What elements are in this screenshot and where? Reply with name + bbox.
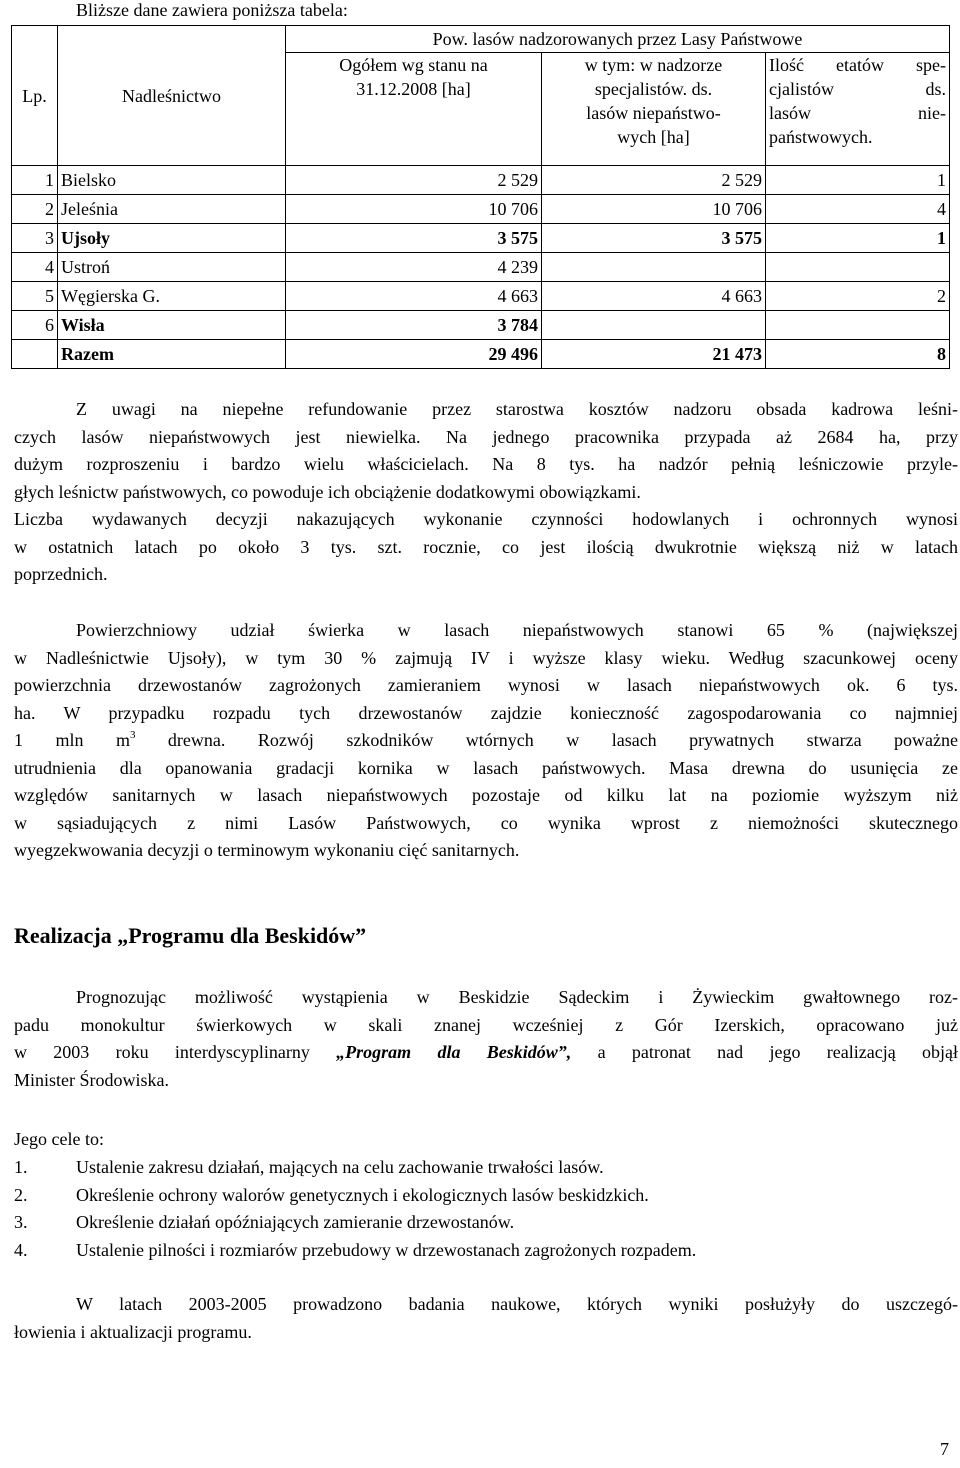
cell-etaty: 4 [766,195,950,224]
paragraph-line: poprzednich. [14,564,108,584]
cell-total: 10 706 [286,195,542,224]
header-group: Pow. lasów nadzorowanych przez Lasy Państwowe [286,26,950,53]
cell-total: 3 575 [286,224,542,253]
cell-lp: 1 [12,166,58,195]
cell-name: Ustroń [58,253,286,282]
paragraph-line: W latach 2003-2005 prowadzono badania naukowe, których wyniki posłużyły do uszczegó- [76,1294,958,1314]
paragraph-line: Powierzchniowy udział świerka w lasach niepaństwowych stanowi 65 % (największej [76,620,958,640]
paragraph-line: utrudnienia dla opanowania gradacji kornika w lasach państwowych. Masa drewna do usunięcia ze [14,757,958,778]
cell-name: Jeleśnia [58,195,286,224]
paragraph-line: względów sanitarnych w lasach niepaństwowych pozostaje od kilku lat na poziomie wyższym niż [14,785,958,805]
header-spec: w tym: w nadzorze specjalistów. ds. lasów niepaństwo- wych [ha] [542,53,766,166]
cell-lp: 6 [12,311,58,340]
paragraph-line: Prognozując możliwość wystąpienia w Beskidzie Sądeckim i Żywieckim gwałtownego roz- [76,987,958,1007]
forest-table [11,25,950,369]
cell-lp: 5 [12,282,58,311]
table-row [12,282,950,311]
cell-etaty: 1 [766,166,950,195]
table-row [12,311,950,340]
cell-name: Wisła [58,311,286,340]
cell-total: 2 529 [286,166,542,195]
paragraph-line: Liczba wydawanych decyzji nakazujących wykonanie czynności hodowlanych i ochronnych wynosi [14,509,958,529]
cell-total: 3 784 [286,311,542,340]
cell-spec: 4 663 [542,282,766,311]
header-etaty: Ilość etatów spe- cjalistów ds. lasów nie- państwowych. [766,53,950,166]
table-header-row [12,26,950,53]
paragraph-research [14,1291,958,1346]
cell-spec [542,253,766,282]
cell-etaty: 2 [766,282,950,311]
cell-spec: 3 575 [542,224,766,253]
paragraph-spruce [14,617,958,865]
list-item: 3. Określenie działań opóźniających zamieranie drzewostanów. [14,1212,515,1232]
cell-lp: 3 [12,224,58,253]
page-number: 7 [940,1439,949,1459]
cell-spec [542,311,766,340]
cell-lp: 4 [12,253,58,282]
table-body [12,166,950,369]
paragraph-line: 1 mln $m^3$ drewna. Rozwój szkodników wtórnych w lasach prywatnych stwarza poważne [14,729,958,750]
paragraph-line: w 2003 roku interdyscyplinarny „Program dla Beskidów”, a patronat nad jego realizacją objął [14,1042,958,1062]
cell-spec: 10 706 [542,195,766,224]
list-item: 2. Określenie ochrony walorów genetycznych i ekologicznych lasów beskidzkich. [14,1184,649,1205]
paragraph-line: wyegzekwowania decyzji o terminowym wykonaniu cięć sanitarnych. [14,840,520,860]
paragraph-line: czych lasów niepaństwowych jest niewielka. Na jednego pracownika przypada aż 2684 ha, przy [14,426,958,447]
paragraph-line: padu monokultur świerkowych w skali znanej wcześniej z Gór Izerskich, opracowano już [14,1014,958,1035]
table-row [12,340,950,369]
paragraph-line: głych leśnictw państwowych, co powoduje ich obciążenie dodatkowymi obowiązkami. [14,481,641,502]
paragraph-line: łowienia i aktualizacji programu. [14,1321,252,1342]
list-item: 1. Ustalenie zakresu działań, mających na celu zachowanie trwałości lasów. [14,1157,604,1177]
header-nadlesnictwo: Nadleśnictwo [58,26,286,166]
cell-etaty [766,253,950,282]
goals-list [14,1154,696,1264]
paragraph-line: w Nadleśnictwie Ujsoły), w tym 30 % zajmują IV i wyższe klasy wieku. Według szacunkowej oceny [14,647,958,668]
cell-etaty: 1 [766,224,950,253]
cell-spec: 2 529 [542,166,766,195]
table-row [12,166,950,195]
header-lp: Lp. [12,26,58,166]
cell-name: Ujsoły [58,224,286,253]
paragraph-line: ha. W przypadku rozpadu tych drzewostanów zajdzie konieczność zagospodarowania co najmniej [14,702,958,723]
cell-spec: 21 473 [542,340,766,369]
cell-lp: 2 [12,195,58,224]
cell-name: Węgierska G. [58,282,286,311]
cell-lp [12,340,58,369]
table-row [12,195,950,224]
program-title: „Program dla Beskidów”, [336,1042,572,1062]
header-total: Ogółem wg stanu na 31.12.2008 [ha] [286,53,542,166]
cell-total: 4 663 [286,282,542,311]
list-item: 4. Ustalenie pilności i rozmiarów przebudowy w drzewostanach zagrożonych rozpadem. [14,1239,697,1260]
section-heading: Realizacja „Programu dla Beskidów” [14,923,367,948]
paragraph-line: dużym rozproszeniu i bardzo wielu właścicielach. Na 8 tys. ha nadzór pełnią leśniczowie przyle- [14,454,958,474]
paragraph-line: w ostatnich latach po około 3 tys. szt. rocznie, co jest ilością dwukrotnie większą niż w latach [14,536,958,557]
paragraph-line: Minister Środowiska. [14,1069,169,1090]
paragraph-line: powierzchnia drzewostanów zagrożonych zamieraniem wynosi w lasach niepaństwowych ok. 6 tys. [14,675,958,695]
paragraph-program [14,984,958,1094]
cell-name: Razem [58,340,286,369]
cell-etaty [766,311,950,340]
cell-total: 29 496 [286,340,542,369]
intro-text: Bliższe dane zawiera poniższa tabela: [76,0,348,20]
paragraph-staffing [14,396,958,589]
cell-name: Bielsko [58,166,286,195]
table-row [12,224,950,253]
paragraph-line: w sąsiadujących z nimi Lasów Państwowych, co wynika wprost z niemożności skutecznego [14,812,958,833]
cell-etaty: 8 [766,340,950,369]
table-row [12,253,950,282]
goals-intro: Jego cele to: [14,1129,104,1149]
paragraph-line: Z uwagi na niepełne refundowanie przez starostwa kosztów nadzoru obsada kadrowa leśni- [76,399,958,419]
cell-total: 4 239 [286,253,542,282]
